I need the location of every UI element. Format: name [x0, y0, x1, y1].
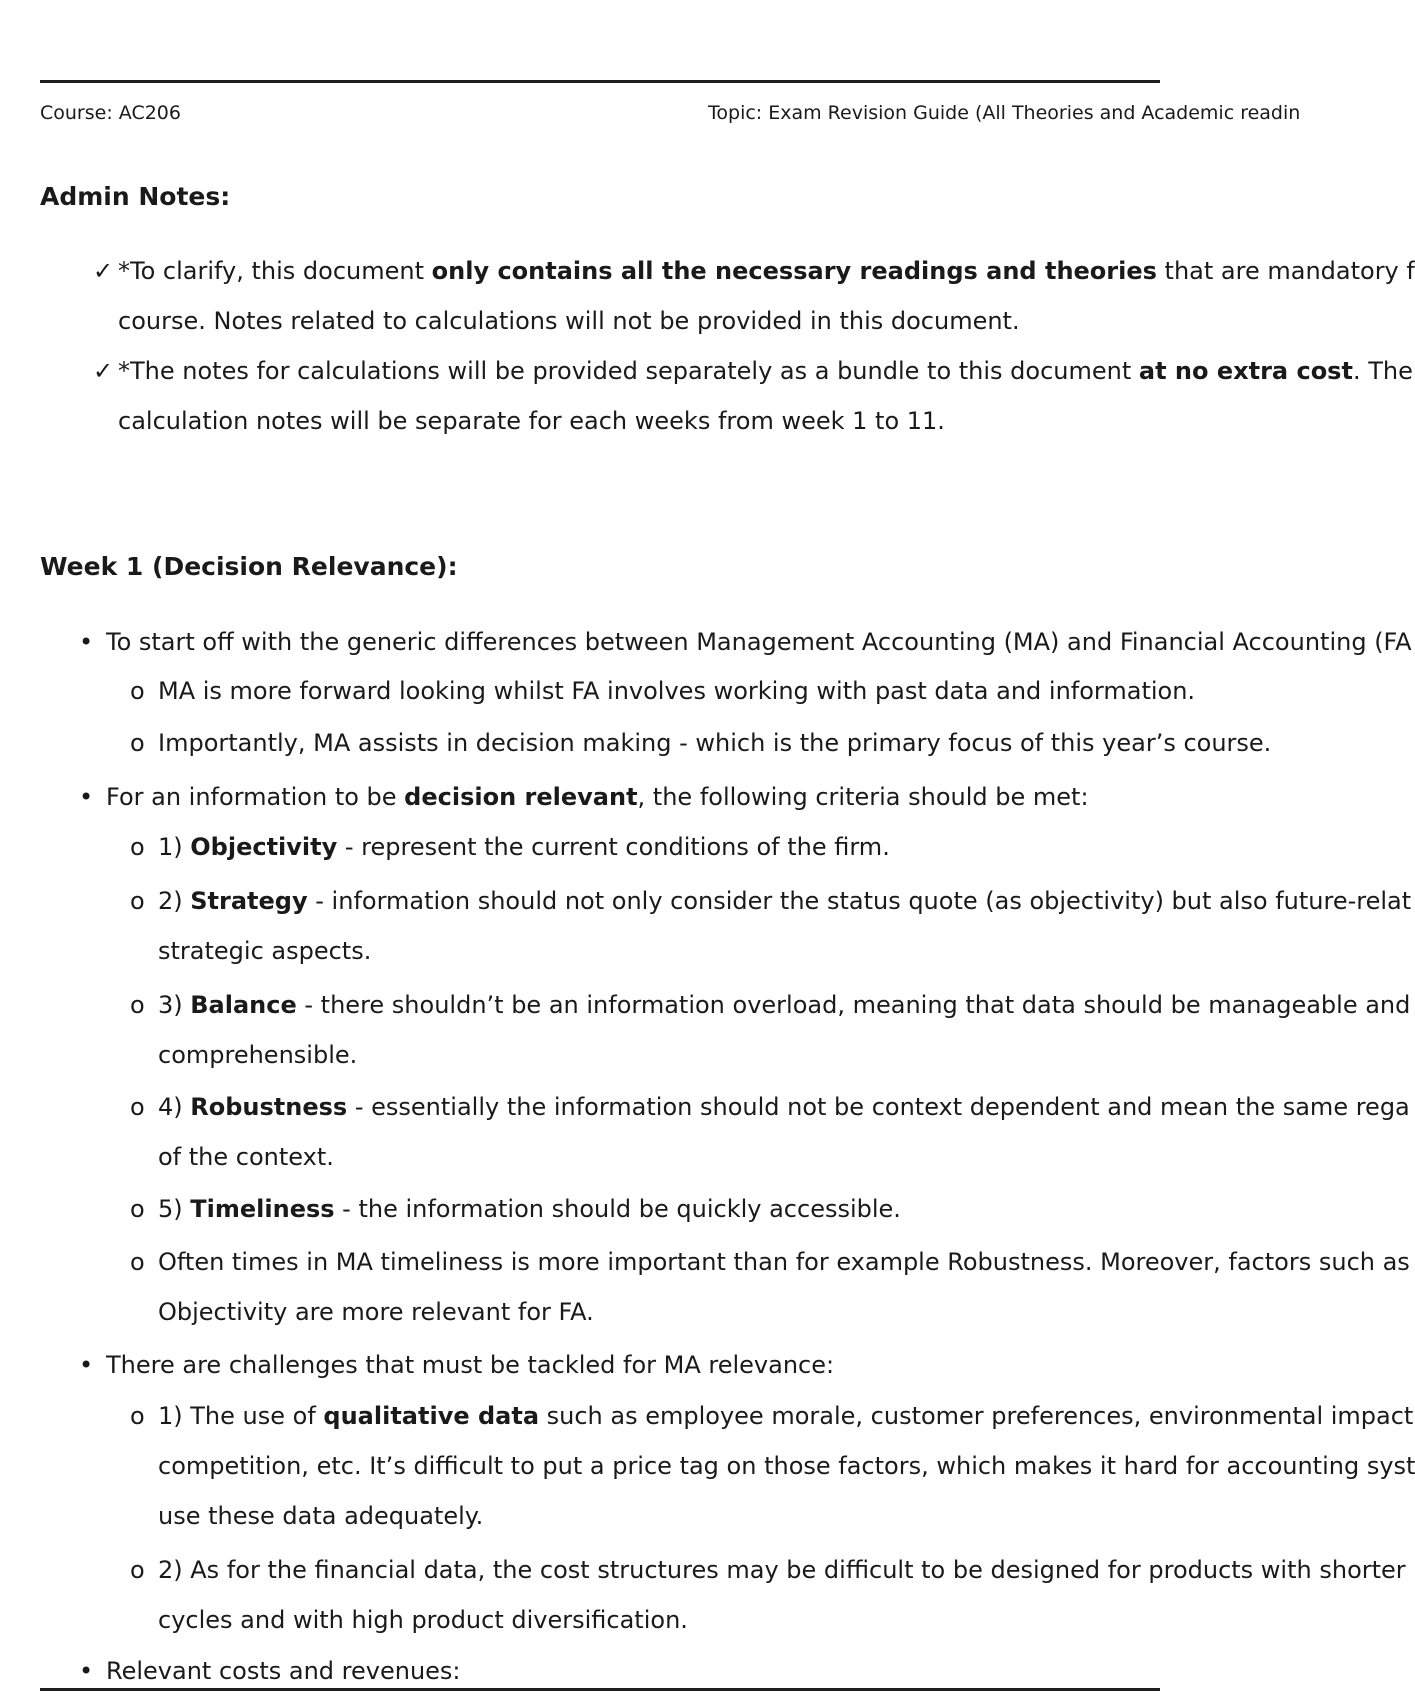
bullet-icon: • — [79, 783, 94, 811]
admin-note-1-line-2: course. Notes related to calculations will not be provided in this document. — [118, 307, 1020, 335]
sub-bullet-icon: o — [130, 1093, 145, 1121]
bullet-item: • There are challenges that must be tackled for MA relevance: — [106, 1340, 834, 1390]
sub-bullet-icon: o — [130, 991, 145, 1019]
admin-note-2 — [93, 346, 1413, 446]
criterion-robustness: o 4) Robustness - essentially the information should not be context dependent and mean the same rega of the context. — [158, 1082, 1410, 1182]
challenge-qualitative-data: o 1) The use of qualitative data such as employee morale, customer preferences, environmental impact competition, etc. It’s difficult to put a price tag on those factors, which makes it hard for accounting syst use these data adequately. — [158, 1391, 1415, 1541]
sub-bullet-icon: o — [130, 1556, 145, 1584]
criterion-timeliness: o 5) Timeliness - the information should be quickly accessible. — [158, 1184, 901, 1234]
footer-rule — [40, 1688, 1160, 1691]
criterion-strategy: o 2) Strategy - information should not only consider the status quote (as objectivity) but also future-relat strategic aspects. — [158, 876, 1411, 976]
bullet-item: • Relevant costs and revenues: — [106, 1646, 461, 1696]
page-header — [40, 102, 1301, 132]
header-rule — [40, 80, 1160, 83]
admin-notes-heading: Admin Notes: — [40, 182, 231, 211]
sub-bullet-icon: o — [130, 729, 145, 757]
bullet-icon: • — [79, 628, 94, 656]
sub-bullet-item: o MA is more forward looking whilst FA involves working with past data and information. — [158, 666, 1195, 716]
sub-bullet-icon: o — [130, 1195, 145, 1223]
challenge-financial-data: o 2) As for the financial data, the cost structures may be difficult to be designed for products with shorter cycles and with high product diversification. — [158, 1545, 1406, 1645]
criterion-balance: o 3) Balance - there shouldn’t be an information overload, meaning that data should be manageable and comprehensible. — [158, 980, 1410, 1080]
sub-bullet-item: o Importantly, MA assists in decision making - which is the primary focus of this year’s course. — [158, 718, 1271, 768]
bullet-item: • For an information to be decision relevant, the following criteria should be met: — [106, 772, 1089, 822]
sub-bullet-icon: o — [130, 1248, 145, 1276]
admin-note-1-line-1: *To clarify, this document only contains all the necessary readings and theories that are mandatory f — [118, 257, 1415, 285]
bullet-icon: • — [79, 1351, 94, 1379]
sub-bullet-icon: o — [130, 833, 145, 861]
admin-note-2-line-2: calculation notes will be separate for each weeks from week 1 to 11. — [118, 407, 945, 435]
admin-note-2-line-1: *The notes for calculations will be provided separately as a bundle to this document at no extra cost. The — [118, 357, 1413, 385]
sub-bullet-icon: o — [130, 1402, 145, 1430]
checkmark-icon: ✓ — [93, 257, 114, 285]
checkmark-icon: ✓ — [93, 357, 114, 385]
sub-bullet-item: o Often times in MA timeliness is more important than for example Robustness. Moreover, factors such as Objectivity are more relevant for FA. — [158, 1237, 1410, 1337]
bullet-icon: • — [79, 1657, 94, 1685]
week1-heading: Week 1 (Decision Relevance): — [40, 552, 458, 581]
topic-label: Topic: Exam Revision Guide (All Theories and Academic readin — [708, 102, 1301, 124]
sub-bullet-icon: o — [130, 677, 145, 705]
bullet-item: • To start off with the generic differences between Management Accounting (MA) and Financial Accounting (FA — [106, 617, 1412, 667]
course-label: Course: AC206 — [40, 102, 181, 124]
criterion-objectivity: o 1) Objectivity - represent the current conditions of the firm. — [158, 822, 890, 872]
sub-bullet-icon: o — [130, 887, 145, 915]
admin-note-1 — [93, 246, 1415, 346]
